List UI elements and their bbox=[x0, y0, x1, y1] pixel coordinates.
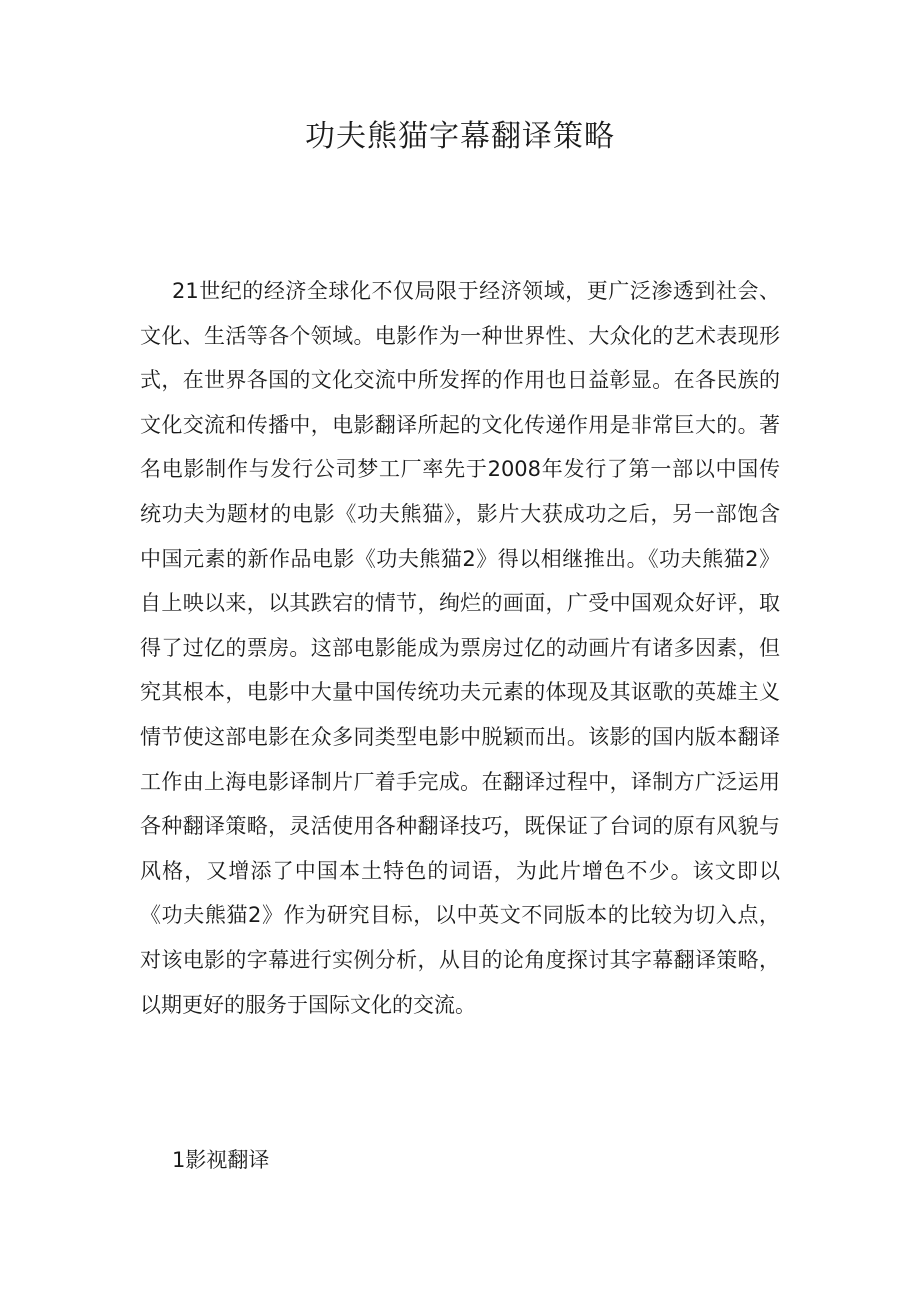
section-heading-film-translation: 1影视翻译 bbox=[172, 1148, 270, 1172]
document-title: 功夫熊猫字幕翻译策略 bbox=[305, 119, 615, 154]
intro-paragraph: 21世纪的经济全球化不仅局限于经济领域，更广泛渗透到社会、文化、生活等各个领域。电影作为一种世界性、大众化的艺术表现形式，在世界各国的文化交流中所发挥的作用也日益彰显。在各民族的文化交流和传播中，电影翻译所起的文化传递作用是非常巨大的。著名电影制作与发行公司梦工厂率先于2008年发行了第一部以中国传统功夫为题材的电影《功夫熊猫》，影片大获成功之后，另一部饱含中国元素的新作品电影《功夫熊猫2》得以相继推出。《功夫熊猫2》自上映以来，以其跌宕的情节，绚烂的画面，广受中国观众好评，取得了过亿的票房。这部电影能成为票房过亿的动画片有诸多因素，但究其根本，电影中大量中国传统功夫元素的体现及其讴歌的英雄主义情节使这部电影在众多同类型电影中脱颖而出。该影的国内版本翻译工作由上海电影译制片厂着手完成。在翻译过程中，译制方广泛运用各种翻译策略，灵活使用各种翻译技巧，既保证了台词的原有风貌与风格，又增添了中国本土特色的词语，为此片增色不少。该文即以《功夫熊猫2》作为研究目标，以中英文不同版本的比较为切入点，对该电影的字幕进行实例分析，从目的论角度探讨其字幕翻译策略，以期更好的服务于国际文化的交流。 bbox=[140, 279, 780, 1017]
